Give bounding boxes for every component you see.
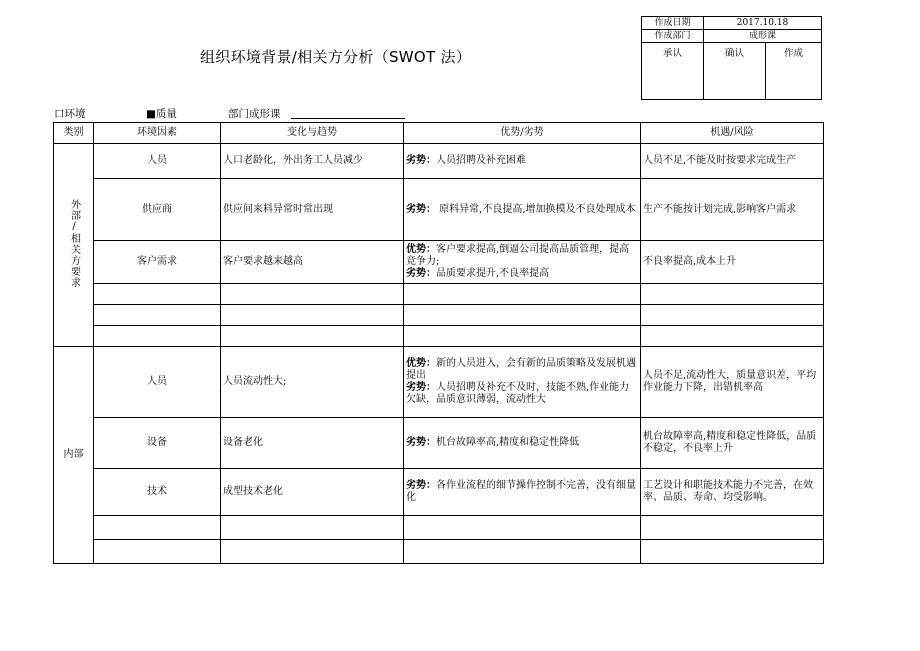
sw-cell: 劣势：各作业流程的细节操作控制不完善，没有细量化 [404,469,641,516]
quality-checkbox[interactable]: ■质量 [146,108,177,120]
dept-field: 部门成形课 [228,108,281,120]
header-ot: 机遇/风险 [641,123,824,144]
empty-row [54,305,824,326]
ot-cell: 不良率提高,成本上升 [641,241,824,284]
trend-cell: 人口老龄化，外出务工人员减少 [221,144,404,179]
trend-cell: 人员流动性大; [221,347,404,418]
table-row [54,347,824,418]
swot-table [53,122,824,564]
ot-cell: 机台故障率高,精度和稳定性降低，品质不稳定，不良率上升 [641,418,824,469]
ot-cell: 人员不足,不能及时按要求完成生产 [641,144,824,179]
sw-cell: 优势：新的人员进入，会有新的品质策略及发展机遇提出 劣势：人员招聘及补充不及时，技能不熟,作业能力欠缺，品质意识薄弱，流动性大 [404,347,641,418]
header-factor: 环境因素 [94,123,221,144]
date-row [642,17,821,30]
dept-underline [291,118,405,119]
trend-cell: 供应间来料异常时常出现 [221,179,404,241]
approve-cell: 承认 [642,43,704,99]
table-row [54,469,824,516]
ot-cell: 生产不能按计划完成,影响客户需求 [641,179,824,241]
ot-cell: 工艺设计和职能技术能力不完善，在效率、品质、寿命、均受影响。 [641,469,824,516]
env-checkbox[interactable]: 口环境 [54,108,86,120]
empty-row [54,516,824,540]
factor-cell: 人员 [94,144,221,179]
create-cell: 作成 [783,48,803,59]
header-trend: 变化与趋势 [221,123,404,144]
trend-cell: 成型技术老化 [221,469,404,516]
table-row [54,179,824,241]
header-row [54,123,824,144]
factor-cell: 技术 [94,469,221,516]
ot-cell: 人员不足,流动性大，质量意识差，平均作业能力下降，出错机率高 [641,347,824,418]
table-row [54,418,824,469]
category-internal: 内部 [54,347,94,564]
empty-row [54,284,824,305]
dept-value: 成形课 [748,31,776,41]
confirm-cell: 确认 [704,43,766,99]
factor-cell: 供应商 [94,179,221,241]
page-title: 组织环境背景/相关方分析（SWOT 法） [200,48,472,66]
factor-cell: 人员 [94,347,221,418]
trend-cell: 设备老化 [221,418,404,469]
sw-cell: 优势：客户要求提高,倒逼公司提高品质管理，提高竞争力; 劣势：品质要求提升,不良率提高 [404,241,641,284]
header-sw: 优势/劣势 [404,123,641,144]
sw-cell: 劣势： 原料异常,不良提高,增加换模及不良处理成本 [404,179,641,241]
factor-cell: 设备 [94,418,221,469]
date-label: 作成日期 [642,17,704,29]
approval-box [641,16,822,100]
date-value: 2017.10.18 [736,18,789,28]
empty-row [54,540,824,564]
sw-cell: 劣势：机台故障率高,精度和稳定性降低 [404,418,641,469]
table-row [54,241,824,284]
factor-cell: 客户需求 [94,241,221,284]
header-category: 类别 [54,123,94,144]
table-row [54,144,824,179]
sw-cell: 劣势：人员招聘及补充困难 [404,144,641,179]
dept-label: 作成部门 [642,30,704,42]
empty-row [54,326,824,347]
dept-row [642,30,821,43]
category-external: 外部/相关方要求 [54,144,94,347]
trend-cell: 客户要求越来越高 [221,241,404,284]
